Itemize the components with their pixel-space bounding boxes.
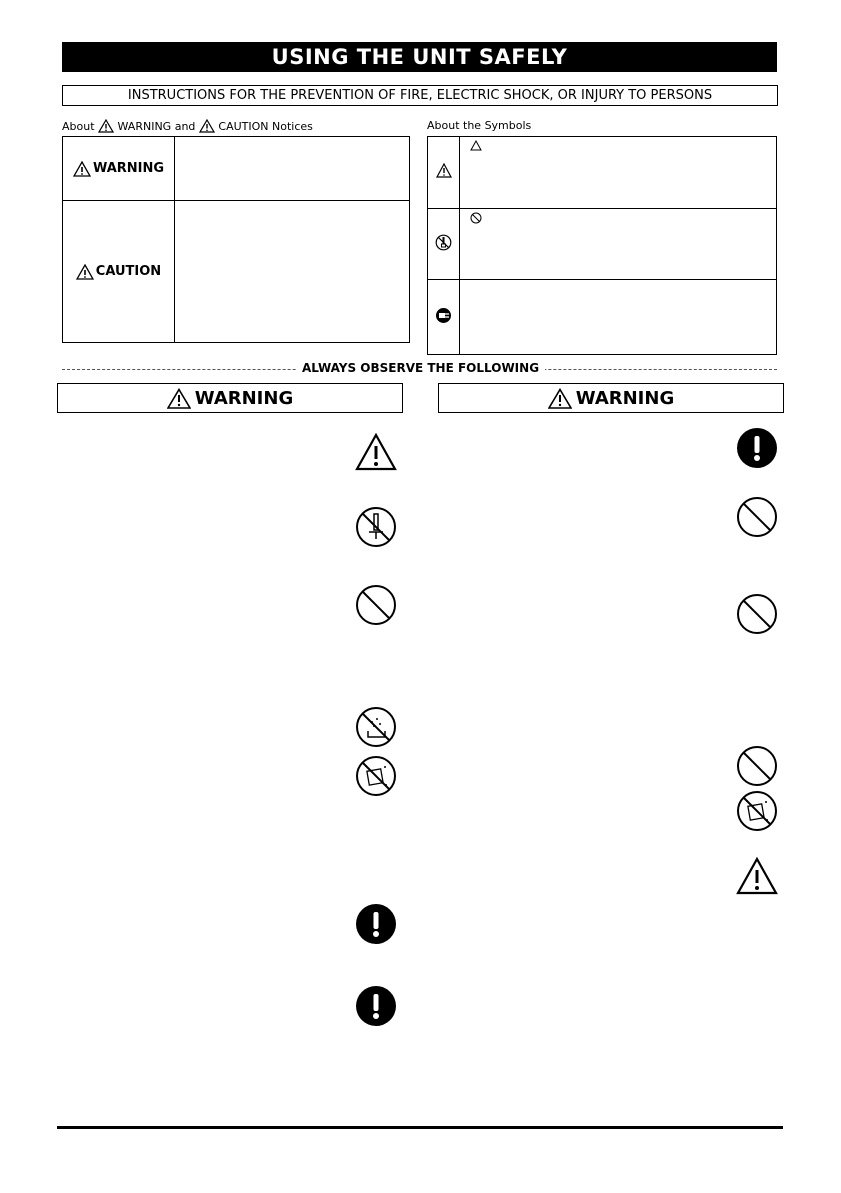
page-title: USING THE UNIT SAFELY <box>62 42 777 72</box>
right-warning-header: WARNING <box>438 383 784 413</box>
symbols-table <box>427 136 777 355</box>
always-observe-heading: ALWAYS OBSERVE THE FOLLOWING <box>0 361 841 375</box>
mandatory-icon <box>355 903 397 945</box>
symbol-row <box>428 137 777 209</box>
notices-table <box>62 136 410 343</box>
caution-triangle-icon <box>355 433 397 471</box>
caution-triangle-icon <box>98 119 114 133</box>
unplug-icon <box>435 307 452 324</box>
caution-triangle-icon <box>436 163 452 178</box>
notice-row-warning <box>63 137 410 201</box>
prohibited-icon <box>470 212 482 224</box>
notice-row-caution <box>63 201 410 343</box>
prohibited-icon <box>736 745 778 787</box>
caution-triangle-icon <box>167 388 191 409</box>
mandatory-icon <box>355 985 397 1027</box>
mandatory-icon <box>736 427 778 469</box>
left-warning-header: WARNING <box>57 383 403 413</box>
warning-description <box>175 137 410 201</box>
no-children-icon <box>355 755 397 797</box>
instructions-banner: INSTRUCTIONS FOR THE PREVENTION OF FIRE, ELECTRIC SHOCK, OR INJURY TO PERSONS <box>62 85 778 106</box>
caution-triangle-icon <box>736 857 778 895</box>
caution-triangle-icon <box>73 161 91 177</box>
notices-section-label: About WARNING and CAUTION Notices <box>62 120 313 133</box>
prohibited-disassemble-icon <box>435 234 452 251</box>
caution-triangle-icon <box>548 388 572 409</box>
no-children-icon <box>736 790 778 832</box>
footer-rule <box>57 1126 783 1129</box>
symbol-description <box>460 280 777 355</box>
symbols-section-label: About the Symbols <box>427 119 532 132</box>
warning-tag: WARNING <box>63 137 174 200</box>
prohibited-icon <box>736 496 778 538</box>
no-disassemble-icon <box>355 506 397 548</box>
caution-triangle-icon <box>76 264 94 280</box>
caution-description <box>175 201 410 343</box>
caution-triangle-icon <box>470 140 482 151</box>
no-water-icon <box>355 706 397 748</box>
prohibited-icon <box>736 593 778 635</box>
symbol-row <box>428 280 777 355</box>
prohibited-icon <box>355 584 397 626</box>
caution-triangle-icon <box>199 119 215 133</box>
symbol-row <box>428 209 777 280</box>
caution-tag: CAUTION <box>63 201 174 342</box>
